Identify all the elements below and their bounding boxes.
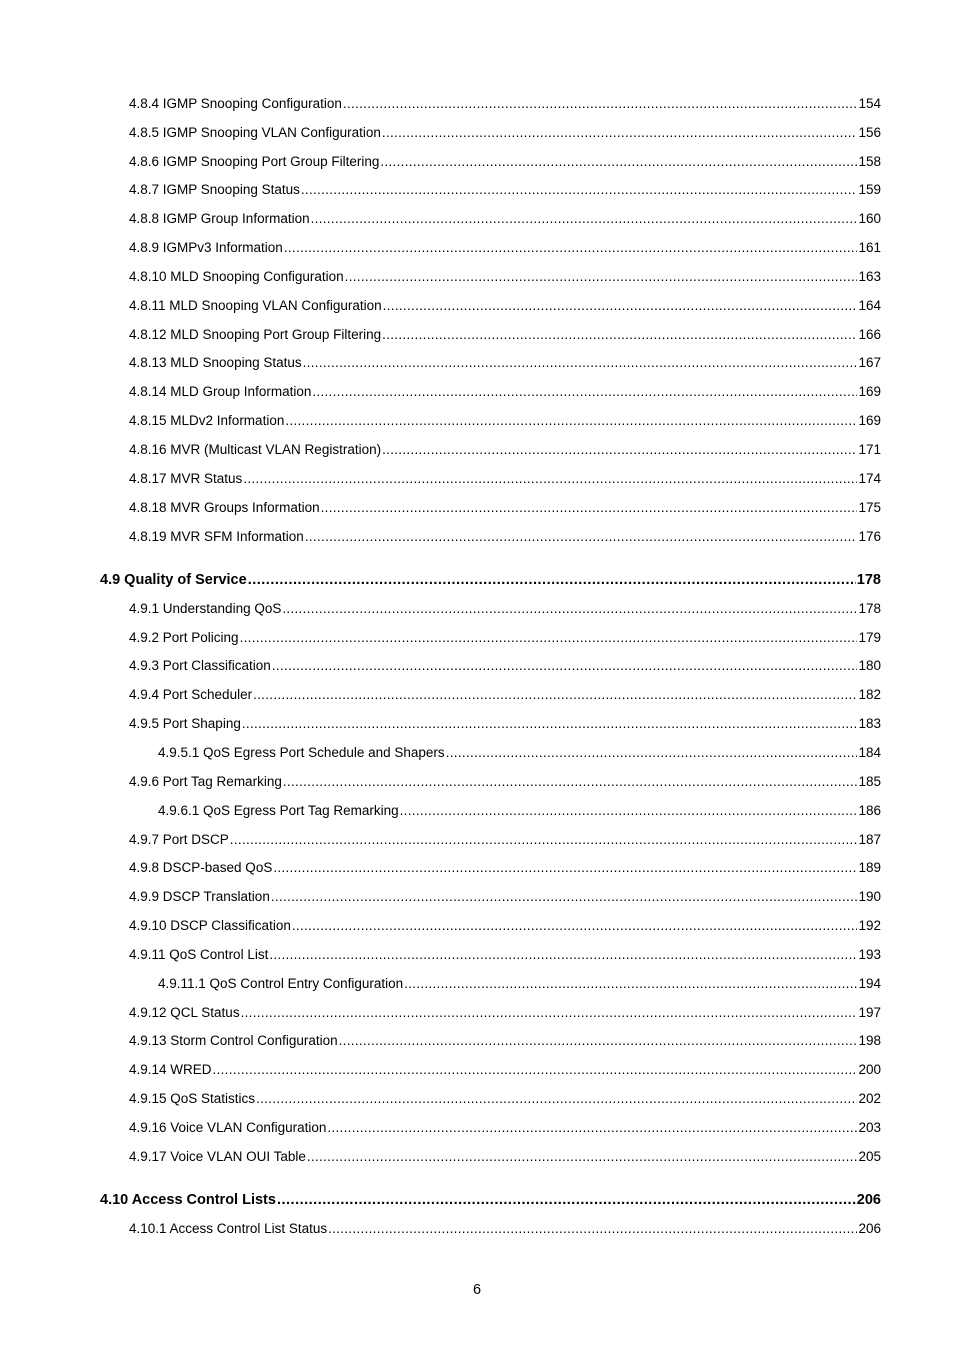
toc-leader-dots bbox=[213, 1060, 858, 1080]
toc-leader-dots bbox=[285, 411, 857, 431]
toc-entry-title: 4.9.11 QoS Control List bbox=[129, 947, 269, 962]
toc-leader-dots bbox=[303, 353, 858, 373]
toc-entry[interactable] bbox=[129, 599, 881, 619]
toc-entry-title: 4.8.8 IGMP Group Information bbox=[129, 211, 310, 226]
toc-entry-page: 163 bbox=[858, 269, 881, 284]
toc-leader-dots bbox=[400, 801, 858, 821]
toc-entry-page: 192 bbox=[858, 918, 881, 933]
toc-entry-title: 4.9.6 Port Tag Remarking bbox=[129, 774, 282, 789]
toc-leader-dots bbox=[339, 1031, 858, 1051]
toc-entry-page: 164 bbox=[858, 298, 881, 313]
toc-entry-page: 197 bbox=[858, 1005, 881, 1020]
toc-entry-page: 179 bbox=[858, 630, 881, 645]
toc-leader-dots bbox=[283, 772, 858, 792]
toc-entry-page: 160 bbox=[858, 211, 881, 226]
toc-leader-dots bbox=[328, 1219, 857, 1239]
toc-entry-page: 182 bbox=[858, 687, 881, 702]
toc-entry-title: 4.8.19 MVR SFM Information bbox=[129, 529, 304, 544]
toc-entry-page: 176 bbox=[858, 529, 881, 544]
toc-leader-dots bbox=[248, 570, 856, 590]
toc-entry-title: 4.8.18 MVR Groups Information bbox=[129, 500, 320, 515]
toc-entry[interactable] bbox=[129, 1003, 881, 1023]
toc-leader-dots bbox=[383, 296, 858, 316]
toc-entry-page: 200 bbox=[858, 1062, 881, 1077]
toc-leader-dots bbox=[240, 628, 858, 648]
toc-leader-dots bbox=[282, 599, 857, 619]
toc-entry-title: 4.9.5.1 QoS Egress Port Schedule and Shapers bbox=[158, 745, 445, 760]
toc-subentry[interactable] bbox=[158, 801, 881, 821]
toc-leader-dots bbox=[269, 945, 857, 965]
toc-leader-dots bbox=[345, 267, 858, 287]
toc-entry-title: 4.8.10 MLD Snooping Configuration bbox=[129, 269, 344, 284]
toc-leader-dots bbox=[307, 1147, 858, 1167]
toc-entry[interactable] bbox=[129, 267, 881, 287]
toc-entry-title: 4.9.8 DSCP-based QoS bbox=[129, 860, 273, 875]
toc-entry[interactable] bbox=[129, 1089, 881, 1109]
toc-entry[interactable] bbox=[129, 498, 881, 518]
toc-entry-page: 167 bbox=[858, 355, 881, 370]
toc-entry-title: 4.8.14 MLD Group Information bbox=[129, 384, 312, 399]
toc-entry-title: 4.8.11 MLD Snooping VLAN Configuration bbox=[129, 298, 382, 313]
toc-entry-page: 187 bbox=[858, 832, 881, 847]
toc-leader-dots bbox=[242, 714, 858, 734]
toc-leader-dots bbox=[311, 209, 858, 229]
toc-entry-title: 4.9.13 Storm Control Configuration bbox=[129, 1033, 338, 1048]
toc-entry-page: 189 bbox=[858, 860, 881, 875]
toc-entry[interactable] bbox=[129, 152, 881, 172]
toc-entry-title: 4.9.15 QoS Statistics bbox=[129, 1091, 256, 1106]
toc-entry-title: 4.9.2 Port Policing bbox=[129, 630, 239, 645]
toc-entry-title: 4.8.16 MVR (Multicast VLAN Registration) bbox=[129, 442, 382, 457]
toc-entry-page: 169 bbox=[858, 413, 881, 428]
toc-subentry[interactable] bbox=[158, 974, 881, 994]
toc-leader-dots bbox=[327, 1118, 857, 1138]
toc-entry-page: 203 bbox=[858, 1120, 881, 1135]
toc-leader-dots bbox=[271, 887, 858, 907]
toc-leader-dots bbox=[382, 123, 858, 143]
toc-entry[interactable] bbox=[129, 469, 881, 489]
toc-entry-title: 4.9.7 Port DSCP bbox=[129, 832, 229, 847]
toc-leader-dots bbox=[382, 325, 857, 345]
toc-entry[interactable] bbox=[129, 325, 881, 345]
toc-entry-page: 183 bbox=[858, 716, 881, 731]
toc-entry-page: 202 bbox=[858, 1091, 881, 1106]
toc-entry-page: 154 bbox=[858, 96, 881, 111]
toc-entry-page: 186 bbox=[858, 803, 881, 818]
toc-entry-title: 4.9.12 QCL Status bbox=[129, 1005, 240, 1020]
toc-entry-page: 175 bbox=[858, 500, 881, 515]
toc-entry[interactable] bbox=[129, 772, 881, 792]
toc-entry-page: 206 bbox=[856, 1192, 881, 1208]
toc-entry[interactable] bbox=[129, 685, 881, 705]
toc-entry-title: 4.9.6.1 QoS Egress Port Tag Remarking bbox=[158, 803, 399, 818]
toc-entry-page: 156 bbox=[858, 125, 881, 140]
toc-entry-title: 4.10.1 Access Control List Status bbox=[129, 1221, 328, 1236]
toc-entry[interactable] bbox=[129, 440, 881, 460]
toc-entry[interactable] bbox=[129, 411, 881, 431]
toc-entry[interactable] bbox=[129, 858, 881, 878]
toc-entry-title: 4.9.9 DSCP Translation bbox=[129, 889, 270, 904]
toc-entry[interactable] bbox=[129, 123, 881, 143]
toc-entry-page: 171 bbox=[858, 442, 881, 457]
toc-entry[interactable] bbox=[129, 527, 881, 547]
toc-entry-page: 159 bbox=[858, 182, 881, 197]
toc-entry-title: 4.8.12 MLD Snooping Port Group Filtering bbox=[129, 327, 382, 342]
toc-entry-title: 4.8.17 MVR Status bbox=[129, 471, 243, 486]
toc-entry[interactable] bbox=[129, 382, 881, 402]
toc-entry-title: 4.9.3 Port Classification bbox=[129, 658, 271, 673]
toc-leader-dots bbox=[301, 180, 858, 200]
toc-entry[interactable] bbox=[129, 656, 881, 676]
toc-leader-dots bbox=[292, 916, 858, 936]
toc-entry-title: 4.8.7 IGMP Snooping Status bbox=[129, 182, 300, 197]
toc-entry[interactable] bbox=[129, 1060, 881, 1080]
toc-entry[interactable] bbox=[129, 916, 881, 936]
toc-entry-page: 180 bbox=[858, 658, 881, 673]
toc-leader-dots bbox=[321, 498, 858, 518]
toc-leader-dots bbox=[256, 1089, 857, 1109]
toc-entry-title: 4.8.15 MLDv2 Information bbox=[129, 413, 285, 428]
toc-entry-page: 185 bbox=[858, 774, 881, 789]
toc-leader-dots bbox=[273, 858, 857, 878]
toc-entry-page: 178 bbox=[856, 572, 881, 588]
toc-entry-page: 198 bbox=[858, 1033, 881, 1048]
toc-entry-title: 4.8.9 IGMPv3 Information bbox=[129, 240, 283, 255]
toc-entry-page: 169 bbox=[858, 384, 881, 399]
toc-leader-dots bbox=[272, 656, 858, 676]
toc-entry-title: 4.8.5 IGMP Snooping VLAN Configuration bbox=[129, 125, 381, 140]
toc-leader-dots bbox=[277, 1190, 856, 1210]
toc-entry-title: 4.9 Quality of Service bbox=[100, 572, 247, 588]
toc-entry-page: 205 bbox=[858, 1149, 881, 1164]
toc-entry[interactable] bbox=[129, 1031, 881, 1051]
toc-leader-dots bbox=[380, 152, 857, 172]
toc-entry[interactable] bbox=[129, 296, 881, 316]
toc-entry-page: 194 bbox=[858, 976, 881, 991]
toc-entry[interactable] bbox=[129, 887, 881, 907]
toc-leader-dots bbox=[404, 974, 857, 994]
page-number: 6 bbox=[472, 1282, 482, 1298]
toc-entry-title: 4.9.10 DSCP Classification bbox=[129, 918, 291, 933]
toc-entry-title: 4.8.13 MLD Snooping Status bbox=[129, 355, 302, 370]
toc-entry-page: 166 bbox=[858, 327, 881, 342]
toc-entry-page: 193 bbox=[858, 947, 881, 962]
toc-entry-title: 4.9.1 Understanding QoS bbox=[129, 601, 282, 616]
toc-entry-title: 4.10 Access Control Lists bbox=[100, 1192, 276, 1208]
toc-entry[interactable] bbox=[129, 94, 881, 114]
toc-entry[interactable] bbox=[129, 209, 881, 229]
toc-entry-title: 4.9.5 Port Shaping bbox=[129, 716, 241, 731]
toc-leader-dots bbox=[230, 830, 858, 850]
toc-entry-title: 4.8.4 IGMP Snooping Configuration bbox=[129, 96, 342, 111]
toc-entry[interactable] bbox=[129, 714, 881, 734]
toc-section-heading[interactable] bbox=[100, 1190, 881, 1210]
toc-leader-dots bbox=[305, 527, 858, 547]
toc-entry-title: 4.9.17 Voice VLAN OUI Table bbox=[129, 1149, 306, 1164]
toc-entry[interactable] bbox=[129, 238, 881, 258]
toc-entry-title: 4.8.6 IGMP Snooping Port Group Filtering bbox=[129, 154, 380, 169]
toc-leader-dots bbox=[243, 469, 857, 489]
toc-section-heading[interactable] bbox=[100, 570, 881, 590]
toc-entry-title: 4.9.11.1 QoS Control Entry Configuration bbox=[158, 976, 404, 991]
toc-entry-page: 178 bbox=[858, 601, 881, 616]
toc-leader-dots bbox=[253, 685, 857, 705]
toc-subentry[interactable] bbox=[158, 743, 881, 763]
toc-entry-title: 4.9.16 Voice VLAN Configuration bbox=[129, 1120, 327, 1135]
toc-leader-dots bbox=[241, 1003, 858, 1023]
toc-leader-dots bbox=[312, 382, 857, 402]
toc-entry[interactable] bbox=[129, 628, 881, 648]
toc-entry-title: 4.9.14 WRED bbox=[129, 1062, 212, 1077]
toc-entry[interactable] bbox=[129, 1219, 881, 1239]
toc-leader-dots bbox=[343, 94, 858, 114]
toc-entry-page: 158 bbox=[858, 154, 881, 169]
toc-entry[interactable] bbox=[129, 180, 881, 200]
toc-entry-page: 190 bbox=[858, 889, 881, 904]
toc-entry[interactable] bbox=[129, 1118, 881, 1138]
toc-entry-page: 184 bbox=[858, 745, 881, 760]
toc-entry[interactable] bbox=[129, 830, 881, 850]
toc-entry-page: 174 bbox=[858, 471, 881, 486]
toc-leader-dots bbox=[284, 238, 858, 258]
toc-entry-title: 4.9.4 Port Scheduler bbox=[129, 687, 253, 702]
toc-entry[interactable] bbox=[129, 353, 881, 373]
toc-entry[interactable] bbox=[129, 1147, 881, 1167]
toc-leader-dots bbox=[382, 440, 857, 460]
toc-leader-dots bbox=[446, 743, 858, 763]
toc-entry-page: 161 bbox=[858, 240, 881, 255]
toc-entry-page: 206 bbox=[858, 1221, 881, 1236]
toc-entry[interactable] bbox=[129, 945, 881, 965]
